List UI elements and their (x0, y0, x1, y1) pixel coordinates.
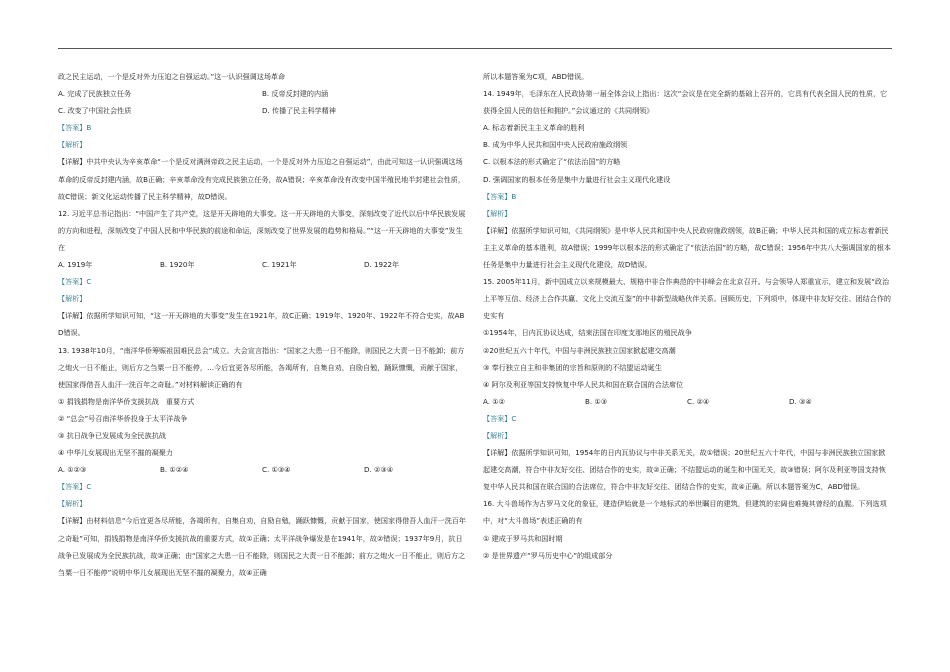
q13-answer: 【答案】C (58, 482, 92, 492)
q16-item-1: ① 建成于罗马共和国时期 (483, 533, 563, 543)
q15-item-3: ③ 奉行独立自主和非集团的宗旨和原则的不结盟运动诞生 (483, 362, 662, 372)
q14-analysis-label: 【解析】 (483, 208, 512, 218)
q12-analysis-label: 【解析】 (58, 294, 87, 304)
q12-option-a: A. 1919年 (58, 260, 93, 270)
q13-item-2: ② “总会”号召南洋华侨投身于太平洋战争 (58, 413, 188, 423)
q12-detail: 【详解】依据所学知识可知，“这一开天辟地的大事变”发生在1921年，故C正确；1919年、1920年、1922年不符合史实，故ABD错误。 (58, 311, 465, 338)
q13-option-a: A. ①②③ (58, 465, 87, 475)
q13-option-c: C. ①③④ (262, 465, 291, 475)
left-column (58, 68, 466, 581)
q12-options (58, 256, 466, 273)
q13-item-3: ③ 抗日战争已发展成为全民族抗战 (58, 430, 166, 440)
q13-analysis-label: 【解析】 (58, 499, 87, 509)
q15-detail: 【详解】依据所学知识可知，1954年的日内瓦协议与中非关系无关，故①错误；20世纪五六十年代，中国与非洲民族独立国家掀起建交高潮，符合中非友好交往、团结合作的史实，故②正确；不结盟运动的诞生和中国无关，故③错误；阿尔及利亚等国支持恢复中华人民共和国在联合国的合法席位，符合中非友好交往、团结合作的史实，故④正确。所以本题答案为C，ABD错误。 (483, 448, 886, 492)
q14-detail: 【详解】依据所学知识可知，《共同纲领》是中华人民共和国中央人民政府施政纲领，故B正确；中华人民共和国的成立标志着新民主主义革命的基本胜利，故A错误；1999年以根本法的形式确定了“依法治国”的方略，故C错误；1956年中共八大强调国家的根本任务是集中力量进行社会主义现代化建设，故D错误。 (483, 225, 891, 270)
q13-option-d: D. ②③④ (364, 465, 394, 475)
q13-item-1: ① 捐钱捐物是南洋华侨支援抗战 重要方式 (58, 396, 195, 406)
q11-option-c: C. 改变了中国社会性质 (58, 106, 132, 116)
q15-stem: 15. 2005年11月，新中国成立以来规模最大、规格中非合作典范的中非峰会在北京召开。与会领导人郑重宣示，建立和发展“政治上平等互信、经济上合作共赢、文化上交流互鉴”的中非新型战略伙伴关系。回顾历史，下列项中，体现中非友好交往、团结合作的史实有 (483, 277, 892, 321)
q15-item-2: ②20世纪五六十年代，中国与非洲民族独立国家掀起建交高潮 (483, 345, 676, 355)
q13-options (58, 461, 466, 478)
q11-detail: 【详解】中共中央认为辛亥革命“一个是反对满洲帝政之民主运动，一个是反对外力压迫之自强运动”，由此可知这一认识强调这场革命的反帝反封建内涵，故B正确；辛亥革命没有完成民族独立任务，故A错误；辛亥革命没有改变中国半殖民地半封建社会性质，故C错误；新文化运动传播了民主科学精神，故D错误。 (58, 157, 465, 201)
q14-answer: 【答案】B (483, 191, 517, 201)
q11-options-row1 (58, 85, 466, 102)
q12-option-d: D. 1922年 (364, 260, 400, 270)
q12-option-b: B. 1920年 (160, 260, 195, 270)
q16-item-2: ② 是世界遗产“罗马历史中心”的组成部分 (483, 550, 613, 560)
q11-stem-tail: 政之民主运动，一个是反对外力压迫之自强运动。”这一认识强调这场革命 (58, 72, 286, 81)
header-rule (58, 48, 892, 49)
q12-option-c: C. 1921年 (262, 260, 297, 270)
q11-options-row2 (58, 102, 466, 119)
q11-answer: 【答案】B (58, 123, 92, 133)
q15-options (483, 393, 891, 410)
q15-item-4: ④ 阿尔及利亚等国支持恢复中华人民共和国在联合国的合法席位 (483, 379, 684, 389)
q11-option-d: D. 传播了民主科学精神 (262, 106, 336, 116)
q15-option-c: C. ②④ (687, 396, 710, 406)
q12-stem: 12. 习近平总书记指出：“中国产生了共产党，这是开天辟地的大事变。这一开天辟地的大事变，深刻改变了近代以后中华民族发展的方向和进程，深刻改变了中国人民和中华民族的前途和命运，深刻改变了世界发展的趋势和格局。”“这一开天辟地的大事变”发生在 (58, 208, 466, 252)
q15-item-1: ①1954年，日内瓦协议达成，结束法国在印度支那地区的殖民战争 (483, 328, 692, 338)
q12-answer: 【答案】C (58, 277, 92, 287)
q11-analysis-label: 【解析】 (58, 140, 87, 150)
q14-option-b: B. 成为中华人民共和国中央人民政府施政纲领 (483, 140, 628, 150)
q13-detail-end: 所以本题答案为C项，ABD错误。 (483, 72, 589, 81)
q16-stem: 16. 大斗兽场作为古罗马文化的象征，建造伊始就是一个地标式的举世瞩目的建筑，但建筑的宏阔也难掩其曾经的血腥。下列选项中，对“大斗兽场”表述正确的有 (483, 499, 887, 526)
q11-option-a: A. 完成了民族独立任务 (58, 89, 132, 99)
q15-option-b: B. ①③ (585, 396, 608, 406)
q14-option-c: C. 以根本法的形式确定了“依法治国”的方略 (483, 157, 621, 167)
q13-stem: 13. 1938年10月，“南洋华侨筹赈祖国难民总会”成立。大会宣言指出：“国家之大患一日不能除，则国民之大责一日不能卸；前方之炮火一日不能止，则后方之刍粟一日不能停，…今后宜更各尽所能，各竭所有，自集自劝，自励自勉，踊跃慷慨，贡献于国家，使国家得借吾人血汗一洗百年之奇耻。”对材料解读正确的有 (58, 345, 465, 389)
q15-option-a: A. ①② (483, 396, 505, 406)
q14-option-d: D. 强调国家的根本任务是集中力量进行社会主义现代化建设 (483, 174, 671, 184)
q14-option-a: A. 标志着新民主主义革命的胜利 (483, 123, 585, 133)
q11-option-b: B. 反帝反封建的内涵 (262, 89, 329, 99)
q14-stem: 14. 1949年，毛泽东在人民政协第一届全体会议上指出：这次“会议是在完全新的基础上召开的，它具有代表全国人民的性质，它获得全国人民的信任和拥护。”会议通过的《共同纲领》 (483, 89, 888, 116)
q15-answer: 【答案】C (483, 413, 517, 423)
q13-option-b: B. ①②④ (160, 465, 189, 475)
q15-analysis-label: 【解析】 (483, 430, 512, 440)
right-column (483, 68, 891, 564)
q13-item-4: ④ 中华儿女展现出无坚不摧的凝聚力 (58, 448, 174, 458)
q15-option-d: D. ③④ (789, 396, 812, 406)
q13-detail: 【详解】由材料信息“今后宜更各尽所能，各竭所有，自集自劝，自励自勉，踊跃慷慨，贡献于国家，使国家得借吾人血汗一洗百年之奇耻”可知，捐钱捐物是南洋华侨支援抗战的重要方式，故①正确；太平洋战争爆发是在1941年，故②错误；1937年9月，抗日战争已发展成为全民族抗战，故③正确；由“国家之大患一日不能除，则国民之大责一日不能卸；前方之炮火一日不能止，则后方之刍粟一日不能停”说明中华儿女展现出无坚不摧的凝聚力，故④正确 (58, 516, 467, 577)
